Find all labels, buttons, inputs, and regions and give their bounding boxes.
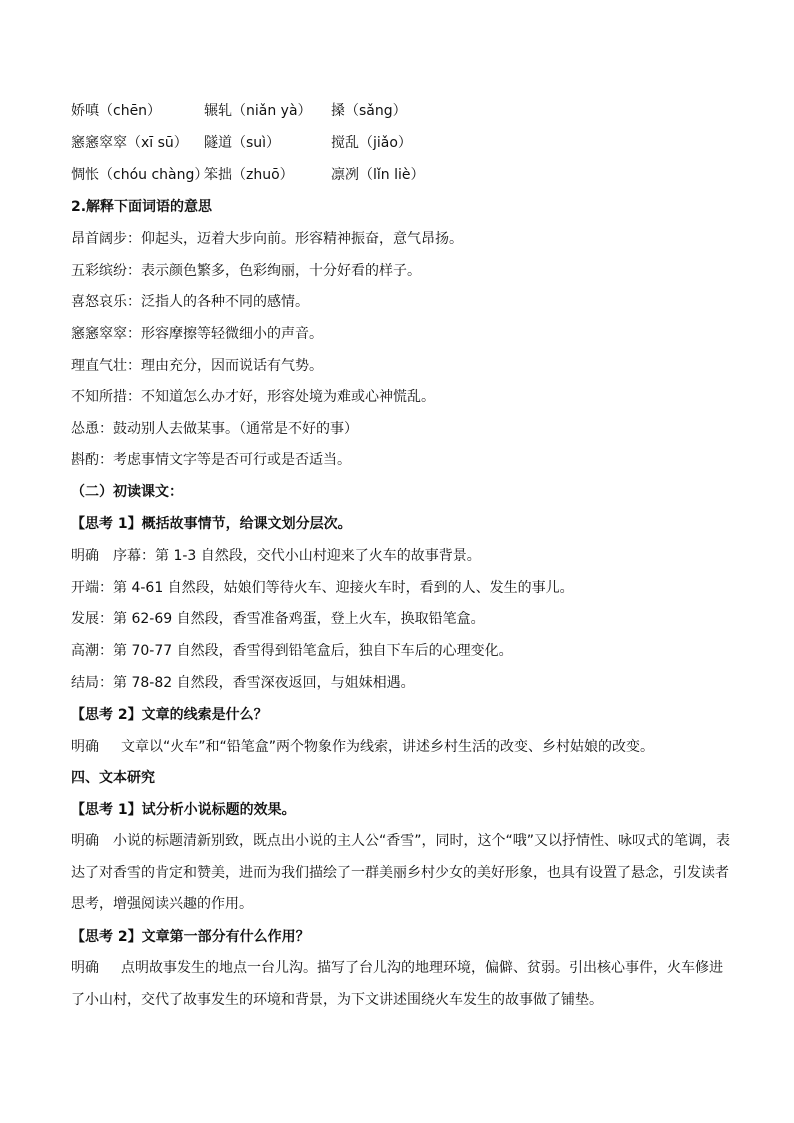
answer-paragraph	[71, 953, 731, 1016]
definition-line: 昂首阔步：仰起头，迈着大步向前。形容精神振奋，意气昂扬。	[71, 231, 463, 247]
answer-prefix: 明确	[71, 833, 99, 849]
question-label: 【思考 1】	[71, 802, 142, 818]
answer-text: 文章以“火车”和“铅笔盒”两个物象作为线索，讲述乡村生活的改变、乡村姑娘的改变。	[121, 739, 655, 755]
answer-text: 点明故事发生的地点一台儿沟。描写了台儿沟的地理环境，偏僻、贫弱。引出核心事件，火车修进了小山村，交代了故事发生的环境和背景，为下文讲述围绕火车发生的故事做了铺垫。	[71, 960, 723, 1008]
question-label: 【思考 2】	[71, 707, 142, 723]
answer-paragraph	[71, 826, 731, 921]
pinyin-cell: 隧道（suì）	[204, 135, 281, 151]
definition-line: 五彩缤纷：表示颜色繁多，色彩绚丽，十分好看的样子。	[71, 263, 421, 279]
question-text: 文章第一部分有什么作用？	[141, 929, 310, 945]
question-label: 【思考 2】	[71, 929, 142, 945]
answer-line	[71, 737, 654, 757]
definition-line: 理直气壮：理由充分，因而说话有气势。	[71, 358, 323, 374]
section-heading: 四、文本研究	[71, 770, 155, 786]
answer-line: 高潮：第 70-77 自然段，香雪得到铅笔盒后，独自下车后的心理变化。	[71, 643, 513, 659]
pinyin-cell: 凛冽（lǐn liè）	[331, 167, 425, 183]
definition-line: 不知所措：不知道怎么办才好，形容处境为难或心神慌乱。	[71, 389, 435, 405]
question-text: 试分析小说标题的效果。	[141, 802, 296, 818]
question-text: 文章的线索是什么？	[141, 707, 268, 723]
pinyin-cell: 搅乱（jiǎo）	[331, 135, 412, 151]
pinyin-cell: 辗轧（niǎn yà）	[204, 103, 312, 119]
subsection-heading: （二）初读课文：	[71, 484, 183, 500]
answer-prefix: 明确	[71, 960, 99, 976]
answer-prefix: 明确	[71, 739, 99, 755]
answer-line	[71, 546, 481, 566]
question-heading	[71, 705, 268, 725]
question-heading	[71, 514, 352, 534]
section-heading: 2.解释下面词语的意思	[71, 199, 213, 215]
answer-line: 开端：第 4-61 自然段，姑娘们等待火车、迎接火车时，看到的人、发生的事儿。	[71, 580, 574, 596]
pinyin-cell: 娇嗔（chēn）	[71, 103, 162, 119]
answer-line: 发展：第 62-69 自然段，香雪准备鸡蛋，登上火车，换取铅笔盒。	[71, 611, 485, 627]
pinyin-cell: 窸窸窣窣（xī sū）	[71, 135, 188, 151]
answer-text: 小说的标题清新别致，既点出小说的主人公“香雪”，同时，这个“哦”又以抒情性、咏叹式的笔调，表达了对香雪的肯定和赞美，进而为我们描绘了一群美丽乡村少女的美好形象，也具有设置了悬念，引发读者思考，增强阅读兴趣的作用。	[71, 833, 731, 912]
answer-prefix: 明确	[71, 548, 99, 564]
pinyin-cell: 笨拙（zhuō）	[204, 167, 294, 183]
definition-line: 喜怒哀乐：泛指人的各种不同的感情。	[71, 294, 309, 310]
question-text: 概括故事情节，给课文划分层次。	[141, 516, 352, 532]
question-heading	[71, 800, 296, 820]
definition-line: 斟酌：考虑事情文字等是否可行或是否适当。	[71, 452, 351, 468]
definition-line: 窸窸窣窣：形容摩擦等轻微细小的声音。	[71, 326, 323, 342]
question-heading	[71, 927, 310, 947]
answer-text: 序幕：第 1-3 自然段，交代小山村迎来了火车的故事背景。	[113, 548, 481, 564]
answer-line: 结局：第 78-82 自然段，香雪深夜返回，与姐妹相遇。	[71, 675, 415, 691]
pinyin-cell: 惆怅（chóu chàng）	[71, 167, 209, 183]
definition-line: 怂恿：鼓动别人去做某事。（通常是不好的事）	[71, 421, 358, 437]
pinyin-cell: 搡（sǎng）	[331, 103, 407, 119]
question-label: 【思考 1】	[71, 516, 142, 532]
